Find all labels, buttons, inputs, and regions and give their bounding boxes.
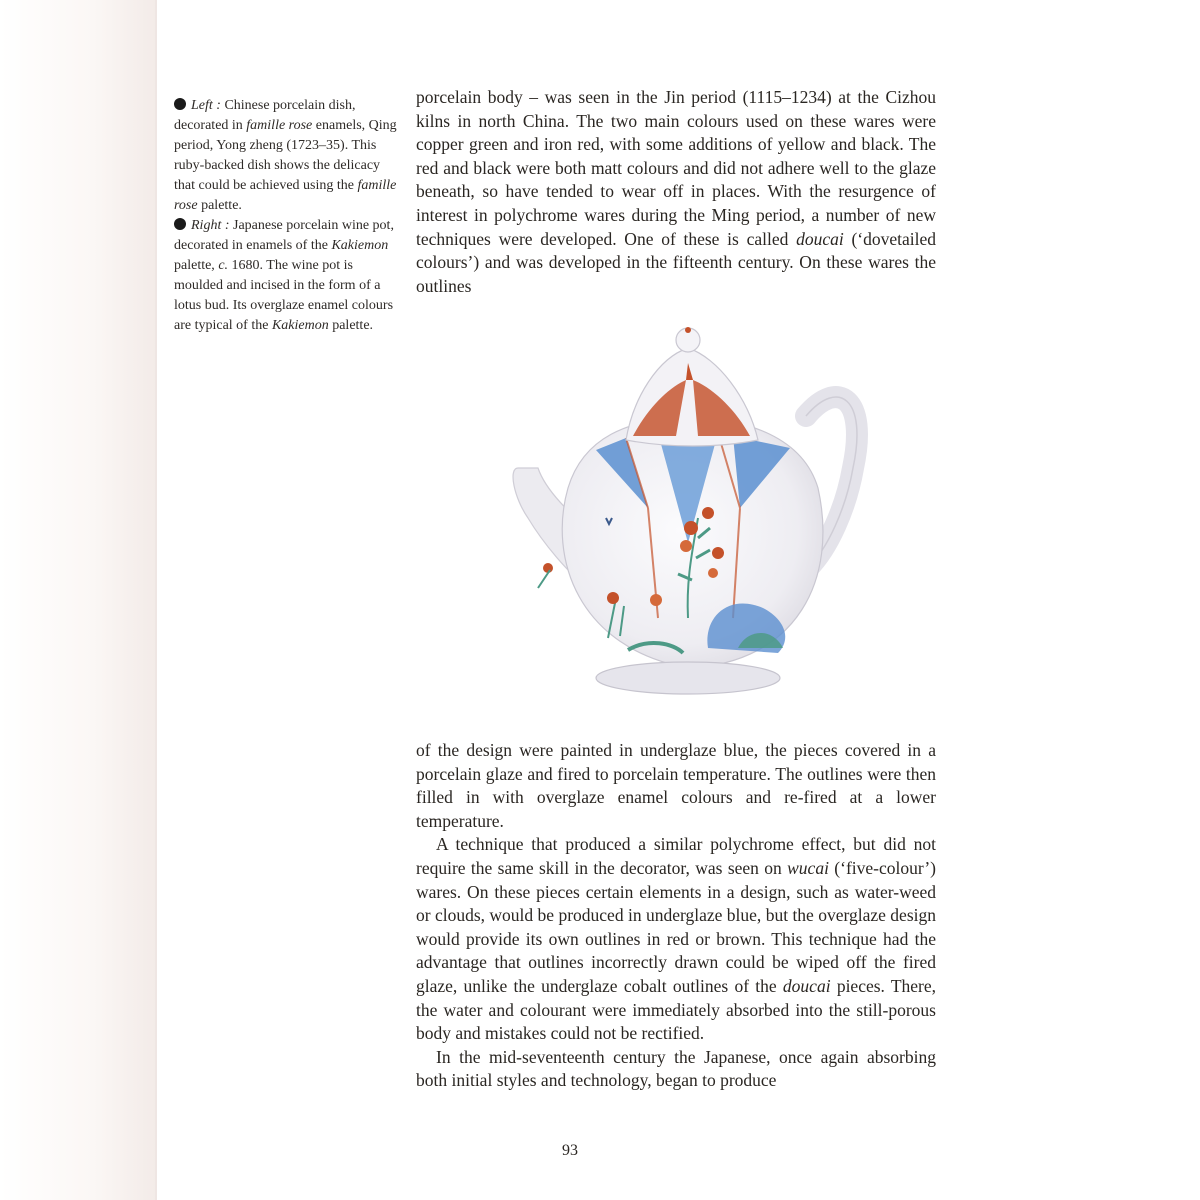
caption-right-text: palette, (174, 258, 215, 273)
caption-left-text: enamels, Qing period, Yong zheng (1723–35). This ruby-backed dish shows the delicacy that could be achieved using the (174, 118, 397, 193)
caption-left-em: famille rose (246, 118, 313, 133)
bullet-icon (174, 218, 186, 230)
caption-right-em: Kakiemon (331, 238, 389, 253)
caption-right-em: c. (218, 258, 229, 273)
paragraph-text: pieces. There, the water and colourant were immediately absorbed into the still-porous body and mistakes could not be rectified. (416, 975, 937, 1044)
body-text-bottom (416, 739, 936, 1093)
body-text-top (416, 86, 936, 298)
caption-left-text: Chinese porcelain dish, decorated in (174, 98, 356, 133)
page-number: 93 (562, 1142, 578, 1159)
caption-right-text: palette. (332, 318, 374, 333)
paragraph (416, 86, 936, 298)
paragraph-text: porcelain body – was seen in the Jin period (1115–1234) at the Cizhou kilns in north China. The two main colours used on these wares were copper green and iron red, with some additions of yellow and black. The red and black were both matt colours and did not adhere well to the glaze beneath, so have tended to wear off in places. With the resurgence of interest in polychrome wares during the Ming period, a number of new techniques were developed. One of these is called (416, 87, 936, 249)
bullet-icon (174, 98, 186, 110)
paragraph-text: (‘dovetailed colours’) and was developed in the fifteenth century. On these wares the outlines (416, 228, 937, 296)
paragraph: In the mid-seventeenth century the Japanese, once again absorbing both initial styles and technology, began to produce (416, 1046, 936, 1091)
paragraph (416, 833, 936, 1045)
page-fold-line (155, 0, 157, 1200)
page-gutter (0, 0, 156, 1200)
caption-right-text: 1680. The wine pot is moulded and incised in the form of a lotus bud. Its overglaze enamel colours are typical of the (174, 258, 394, 333)
paragraph-text: (‘five-colour’) wares. On these pieces certain elements in a design, such as water-weed or clouds, would be produced in underglaze blue, but the overglaze design would provide its own outlines in red or brown. This technique had the advantage that outlines incorrectly drawn could be wiped off the fired glaze, unlike the underglaze cobalt outlines of the (416, 857, 936, 996)
caption-left-text: palette. (201, 198, 242, 213)
paragraph-em: doucai (782, 975, 831, 996)
caption-left-label: Left : (191, 98, 221, 113)
caption-right-em: Kakiemon (271, 318, 329, 333)
paragraph-em: doucai (796, 228, 844, 249)
caption-right (174, 216, 400, 336)
paragraph-em: wucai (787, 857, 829, 878)
paragraph: of the design were painted in underglaze blue, the pieces covered in a porcelain glaze and fired to porcelain temperature. The outlines were then filled in with overglaze enamel colours and re-fired at a lower temperature. (416, 740, 936, 831)
paragraph-text: A technique that produced a similar polychrome effect, but did not require the same skill in the decorator, was seen on (416, 834, 936, 878)
wine-pot-photo (508, 318, 868, 704)
caption-right-label: Right : (191, 218, 230, 233)
figure-caption (174, 96, 400, 336)
caption-left-em: famille rose (174, 178, 397, 213)
caption-right-text: Japanese porcelain wine pot, decorated in enamels of the (174, 218, 394, 253)
caption-left (174, 96, 400, 216)
